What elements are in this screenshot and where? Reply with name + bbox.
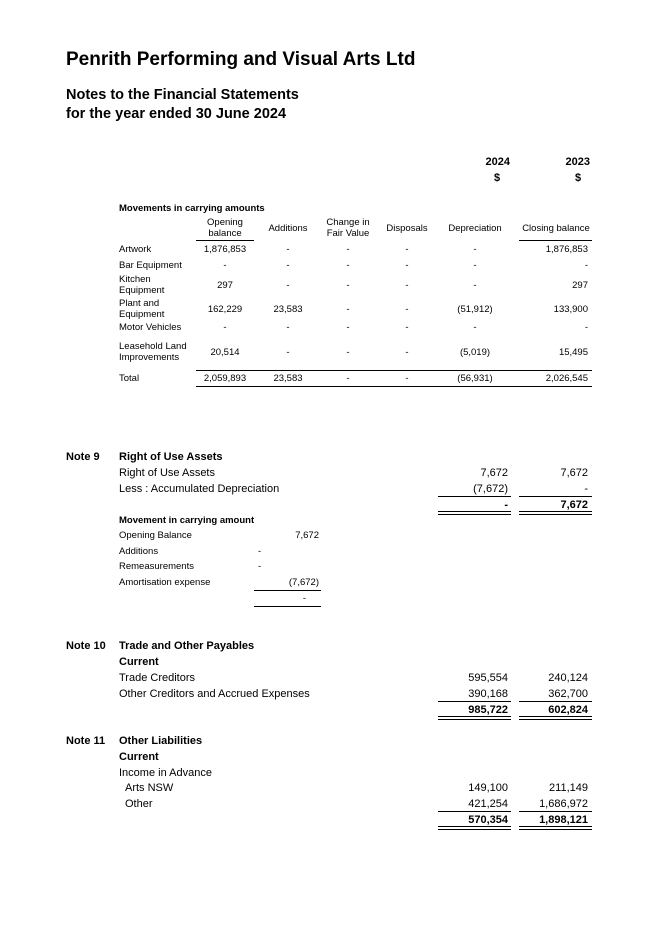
movements-cell: - (346, 346, 350, 358)
movements-cell: - (286, 243, 290, 255)
movements-total-cell: - (346, 373, 350, 384)
note9-line-label: Less : Accumulated Depreciation (119, 483, 280, 495)
note9-double-rule-current (438, 511, 511, 515)
note10-number: Note 10 (66, 640, 106, 652)
currency-prior: $ (574, 172, 582, 184)
note10-line-current: 595,554 (468, 672, 508, 684)
movements-column-header: Opening (207, 217, 243, 228)
note11-total-prior: 1,898,121 (539, 814, 588, 826)
movements-cell: - (405, 321, 409, 333)
movements-cell: 23,583 (273, 303, 303, 315)
movements-column-header: Fair Value (326, 228, 370, 239)
note9-movement-value: 7,672 (295, 530, 319, 541)
movements-column-header: balance (208, 228, 242, 239)
note11-line-prior: 211,149 (549, 782, 588, 794)
note10-double-rule-current (438, 716, 511, 720)
currency-current: $ (493, 172, 501, 184)
movements-cell: - (286, 259, 290, 271)
movements-total-cell: - (405, 373, 409, 384)
note9-total-prior: 7,672 (560, 499, 588, 511)
note11-section: Current (119, 751, 159, 763)
movements-header-rule-opening (196, 240, 254, 241)
note9-movement-rule-bottom (254, 606, 321, 607)
movements-row-label: Equipment (119, 285, 165, 296)
note9-line-current: (7,672) (473, 483, 508, 495)
note10-total-prior: 602,824 (548, 704, 588, 716)
movements-cell: (5,019) (459, 346, 491, 358)
note11-double-rule-prior (519, 826, 592, 830)
note9-movement-heading: Movement in carrying amount (119, 515, 255, 526)
note9-total-current: - (504, 499, 508, 511)
note10-title: Trade and Other Payables (119, 640, 255, 652)
movements-cell: 297 (572, 279, 588, 291)
movements-total-cell: 2,026,545 (545, 373, 588, 384)
movements-total-rule-top (196, 370, 592, 371)
note11-line-label: Arts NSW (125, 782, 174, 794)
movements-heading: Movements in carrying amounts (119, 203, 265, 214)
movements-total-cell: 23,583 (273, 373, 303, 384)
note11-total-current: 570,354 (468, 814, 508, 826)
movements-cell: - (346, 279, 350, 291)
note10-rule-prior (519, 701, 592, 702)
movements-total-cell: 2,059,893 (203, 373, 247, 384)
note11-line-label: Other (125, 798, 153, 810)
note10-total-current: 985,722 (468, 704, 508, 716)
movements-column-header: Change in (326, 217, 370, 228)
movements-cell: - (223, 259, 227, 271)
movements-total-rule-bottom (196, 386, 592, 387)
note11-rule-prior (519, 811, 592, 812)
note9-movement-label: Opening Balance (119, 530, 192, 541)
movements-row-label: Improvements (119, 352, 180, 363)
movements-cell: - (473, 321, 477, 333)
movements-cell: - (405, 259, 409, 271)
note9-line-prior: 7,672 (560, 467, 588, 479)
movements-column-header: Additions (268, 223, 308, 234)
movements-cell: - (405, 243, 409, 255)
note11-line-current: 421,254 (468, 798, 508, 810)
movements-cell: - (286, 346, 290, 358)
note9-title: Right of Use Assets (119, 451, 223, 463)
movements-cell: - (286, 321, 290, 333)
note9-double-rule-prior (519, 511, 592, 515)
movements-cell: - (584, 259, 588, 271)
movements-cell: (51,912) (457, 303, 493, 315)
movements-cell: - (405, 303, 409, 315)
movements-cell: - (223, 321, 227, 333)
note10-rule-current (438, 701, 511, 702)
note10-double-rule-prior (519, 716, 592, 720)
movements-cell: - (473, 259, 477, 271)
note9-movement-rule-top (254, 590, 321, 591)
movements-cell: - (346, 321, 350, 333)
statement-period: for the year ended 30 June 2024 (66, 106, 287, 122)
note9-movement-value: (7,672) (288, 576, 319, 588)
note9-movement-dash: - (258, 545, 262, 557)
movements-column-header: Disposals (386, 223, 428, 234)
note9-movement-label: Remeasurements (119, 561, 194, 573)
movements-cell: 1,876,853 (203, 243, 247, 255)
movements-cell: - (346, 259, 350, 271)
year-prior: 2023 (565, 156, 590, 168)
movements-cell: - (584, 321, 588, 333)
movements-cell: 297 (217, 279, 233, 291)
note9-movement-label: Amortisation expense (119, 576, 211, 588)
note11-line-current: 149,100 (468, 782, 508, 794)
movements-header-rule-closing (519, 240, 592, 241)
movements-column-header: Depreciation (448, 223, 502, 234)
note9-rule-prior (519, 496, 592, 497)
statement-title: Notes to the Financial Statements (66, 87, 299, 103)
movements-cell: - (346, 303, 350, 315)
movements-row-label: Leasehold Land (119, 341, 187, 352)
movements-cell: 15,495 (558, 346, 588, 358)
note9-movement-total: - (302, 593, 306, 604)
note11-number: Note 11 (66, 735, 106, 747)
movements-cell: 20,514 (210, 346, 240, 358)
note9-line-current: 7,672 (480, 467, 508, 479)
note10-line-label: Other Creditors and Accrued Expenses (119, 688, 310, 700)
movements-cell: - (405, 279, 409, 291)
note9-line-label: Right of Use Assets (119, 467, 215, 479)
movements-cell: - (405, 346, 409, 358)
note9-number: Note 9 (66, 451, 100, 463)
movements-cell: 133,900 (553, 303, 588, 315)
movements-row-label: Motor Vehicles (119, 321, 182, 333)
note11-rule-current (438, 811, 511, 812)
movements-row-label: Bar Equipment (119, 259, 182, 271)
note10-line-prior: 240,124 (548, 672, 588, 684)
note11-line-prior: 1,686,972 (539, 798, 588, 810)
note10-line-prior: 362,700 (548, 688, 588, 700)
note9-movement-label: Additions (119, 545, 159, 557)
movements-row-label: Plant and (119, 298, 160, 309)
note9-movement-dash: - (258, 561, 262, 573)
movements-cell: - (473, 243, 477, 255)
note9-rule-current (438, 496, 511, 497)
movements-total-label: Total (119, 373, 140, 384)
movements-cell: 1,876,853 (545, 243, 588, 255)
year-current: 2024 (485, 156, 510, 168)
note9-line-prior: - (584, 483, 588, 495)
note11-subheading: Income in Advance (119, 767, 212, 779)
movements-cell: - (473, 279, 477, 291)
note10-section: Current (119, 656, 159, 668)
movements-column-header: Closing balance (522, 223, 590, 234)
movements-row-label: Equipment (119, 309, 165, 320)
company-name: Penrith Performing and Visual Arts Ltd (66, 49, 416, 70)
movements-total-cell: (56,931) (457, 373, 493, 384)
movements-cell: - (346, 243, 350, 255)
movements-cell: - (286, 279, 290, 291)
note10-line-current: 390,168 (468, 688, 508, 700)
movements-row-label: Artwork (119, 243, 152, 255)
movements-cell: 162,229 (207, 303, 243, 315)
note11-double-rule-current (438, 826, 511, 830)
note10-line-label: Trade Creditors (119, 672, 196, 684)
movements-row-label: Kitchen (119, 274, 151, 285)
note11-title: Other Liabilities (119, 735, 203, 747)
